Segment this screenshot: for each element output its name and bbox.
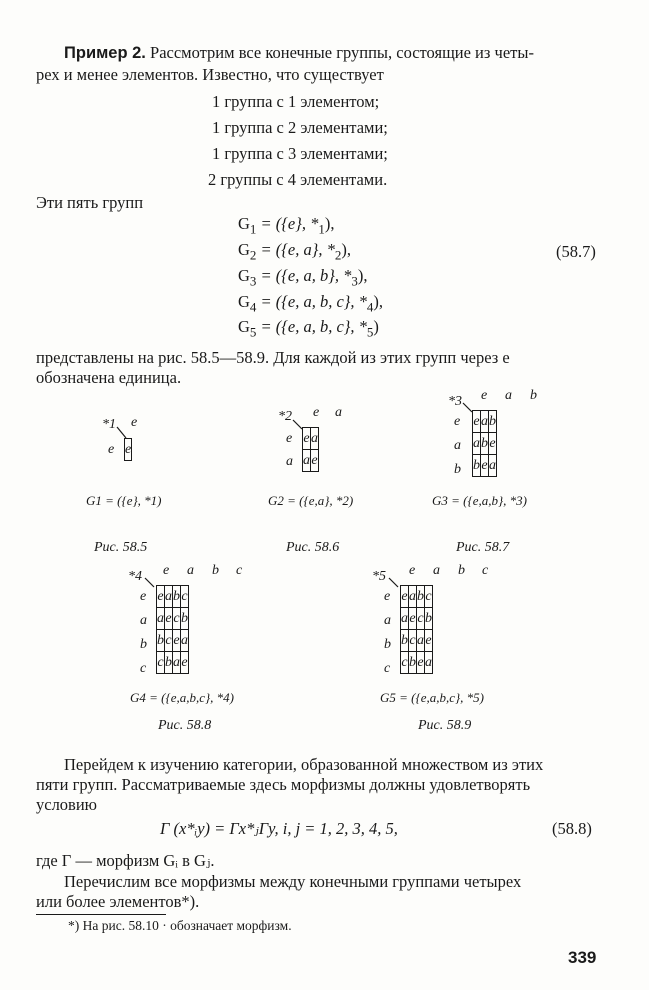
- fig5-header-e: e: [409, 563, 416, 578]
- fig1-row-label-e: e: [108, 442, 115, 457]
- fig5-formula: G5 = ({e,a,b,c}, *5): [380, 690, 485, 705]
- category-line-2: пяти групп. Рассматриваемые здесь морфизмы должны удовлетворять: [36, 775, 531, 794]
- five-groups-label: Эти пять групп: [36, 193, 144, 212]
- table-cell: e: [165, 608, 173, 630]
- fig2-row-label-a: a: [286, 454, 293, 469]
- group-def-3: $G_3 = (\{e$, a, b}, $*_3$),: [238, 266, 368, 289]
- fig2-caption: Рис. 58.6: [286, 540, 340, 555]
- category-line-1: Перейдем к изучению категории, образованной множеством из этих: [64, 755, 544, 774]
- table-cell: c: [417, 608, 425, 630]
- fig4-row-label-e: e: [140, 589, 147, 604]
- fig3-row-label-a: a: [454, 438, 461, 453]
- fig3-row-label-e: e: [454, 414, 461, 429]
- table-cell: a: [425, 652, 433, 674]
- fig4-header-b: b: [212, 563, 219, 578]
- equation-58-8: Γ (x*ᵢy) = Γx*ⱼΓy, i, j = 1, 2, 3, 4, 5,: [160, 819, 398, 838]
- fig5-row-label-a: a: [384, 613, 391, 628]
- fig5-row-label-b: b: [384, 637, 391, 652]
- fig3-table: [472, 410, 497, 477]
- table-cell: e: [401, 586, 409, 608]
- table-cell: a: [401, 608, 409, 630]
- count-line-1: 1 группа с 1 элементом;: [212, 92, 380, 111]
- fig2-header-e: e: [313, 405, 320, 420]
- fig5-header-a: a: [433, 563, 440, 578]
- intro-line-2: рех и менее элементов. Известно, что существует: [36, 65, 384, 84]
- fig1-op: *1: [102, 417, 116, 432]
- fig5-row-label-e: e: [384, 589, 391, 604]
- fig4-row-label-b: b: [140, 637, 147, 652]
- table-cell: e: [481, 455, 489, 477]
- fig5-header-b: b: [458, 563, 465, 578]
- footnote: *) На рис. 58.10 · обозначает морфизм.: [68, 918, 292, 933]
- table-cell: c: [425, 586, 433, 608]
- table-cell: b: [417, 586, 425, 608]
- table-cell: e: [303, 428, 311, 450]
- table-cell: b: [157, 630, 165, 652]
- table-cell: a: [417, 630, 425, 652]
- count-line-4: 2 группы с 4 элементами.: [208, 170, 388, 189]
- fig4-op: *4: [128, 569, 142, 584]
- fig3-header-a: a: [505, 388, 512, 403]
- intro-text-1: Рассмотрим все конечные группы, состоящие из четы-: [150, 43, 534, 62]
- table-cell: c: [157, 652, 165, 674]
- fig1-table: [124, 438, 132, 461]
- fig3-header-b: b: [530, 388, 537, 403]
- fig3-formula: G3 = ({e,a,b}, *3): [432, 493, 527, 508]
- table-cell: e: [425, 630, 433, 652]
- table-cell: b: [409, 652, 417, 674]
- example-label: Пример 2.: [64, 44, 146, 62]
- footnote-rule: [36, 914, 166, 915]
- fig5-header-c: c: [482, 563, 489, 578]
- table-cell: a: [473, 433, 481, 455]
- fig4-corner-line: [144, 577, 156, 589]
- where-line: где Γ — морфизм Gᵢ в Gⱼ.: [36, 851, 215, 870]
- fig5-caption: Рис. 58.9: [418, 718, 472, 733]
- table-cell: a: [165, 586, 173, 608]
- table-cell: a: [409, 586, 417, 608]
- page-number: 339: [568, 948, 597, 967]
- fig2-formula: G2 = ({e,a}, *2): [268, 493, 354, 508]
- fig4-header-a: a: [187, 563, 194, 578]
- fig3-row-label-b: b: [454, 462, 461, 477]
- table-cell: e: [409, 608, 417, 630]
- table-cell: e: [489, 433, 497, 455]
- fig5-row-label-c: c: [384, 661, 391, 676]
- table-cell: a: [303, 450, 311, 472]
- count-line-2: 1 группа с 2 элементами;: [212, 118, 388, 137]
- count-line-3: 1 группа с 3 элементами;: [212, 144, 388, 163]
- table-cell: a: [157, 608, 165, 630]
- fig1-header-e: e: [131, 415, 138, 430]
- table-cell: a: [489, 455, 497, 477]
- table-cell: b: [181, 608, 189, 630]
- table-cell: e: [417, 652, 425, 674]
- fig3-op: *3: [448, 394, 462, 409]
- fig2-row-label-e: e: [286, 431, 293, 446]
- fig2-op: *2: [278, 409, 292, 424]
- table-cell: a: [481, 411, 489, 433]
- fig1-caption: Рис. 58.5: [94, 540, 148, 555]
- fig4-row-label-a: a: [140, 613, 147, 628]
- group-def-2: $G_2 = (\{e$, a}, $*_2$),: [238, 240, 351, 263]
- fig3-header-e: e: [481, 388, 488, 403]
- table-cell: b: [165, 652, 173, 674]
- table-cell: e: [173, 630, 181, 652]
- fig3-caption: Рис. 58.7: [456, 540, 510, 555]
- table-cell: e: [181, 652, 189, 674]
- equation-number-58-7: (58.7): [556, 242, 596, 261]
- table-cell: e: [311, 450, 319, 472]
- table-cell: b: [401, 630, 409, 652]
- fig4-header-e: e: [163, 563, 170, 578]
- table-cell: e: [157, 586, 165, 608]
- after-defs-line-2: обозначена единица.: [36, 368, 182, 387]
- fig2-header-a: a: [335, 405, 342, 420]
- fig4-row-label-c: c: [140, 661, 147, 676]
- table-cell: b: [173, 586, 181, 608]
- fig4-formula: G4 = ({e,a,b,c}, *4): [130, 690, 235, 705]
- fig4-caption: Рис. 58.8: [158, 718, 212, 733]
- table-cell: b: [473, 455, 481, 477]
- category-line-3: условию: [36, 795, 98, 814]
- fig4-table: [156, 585, 189, 674]
- group-def-1: $G_1 = (\{e\}$, $*_1$),: [238, 214, 335, 237]
- equation-number-58-8: (58.8): [552, 819, 592, 838]
- table-cell: b: [489, 411, 497, 433]
- table-cell: c: [409, 630, 417, 652]
- fig5-table: [400, 585, 433, 674]
- table-cell: a: [311, 428, 319, 450]
- table-cell: e: [473, 411, 481, 433]
- enumerate-line-1: Перечислим все морфизмы между конечными группами четырех: [64, 872, 522, 891]
- fig1-formula: G1 = ({e}, *1): [86, 493, 162, 508]
- enumerate-line-2: или более элементов*).: [36, 892, 200, 911]
- table-cell: c: [401, 652, 409, 674]
- fig4-header-c: c: [236, 563, 243, 578]
- table-cell: c: [165, 630, 173, 652]
- fig5-corner-line: [388, 577, 400, 589]
- fig1-cell: e: [125, 439, 132, 461]
- table-cell: c: [173, 608, 181, 630]
- table-cell: b: [481, 433, 489, 455]
- table-cell: a: [173, 652, 181, 674]
- group-def-4: $G_4 = (\{e$, a, b, c}, $*_4$),: [238, 292, 384, 315]
- after-defs-line-1: представлены на рис. 58.5—58.9. Для каждой из этих групп через e: [36, 348, 510, 367]
- fig2-table: [302, 427, 319, 472]
- table-cell: c: [181, 586, 189, 608]
- table-cell: a: [181, 630, 189, 652]
- table-cell: b: [425, 608, 433, 630]
- intro-line-1: [64, 42, 534, 64]
- group-def-5: $G_5 = (\{e$, a, b, c}, $*_5$): [238, 317, 379, 340]
- fig5-op: *5: [372, 569, 386, 584]
